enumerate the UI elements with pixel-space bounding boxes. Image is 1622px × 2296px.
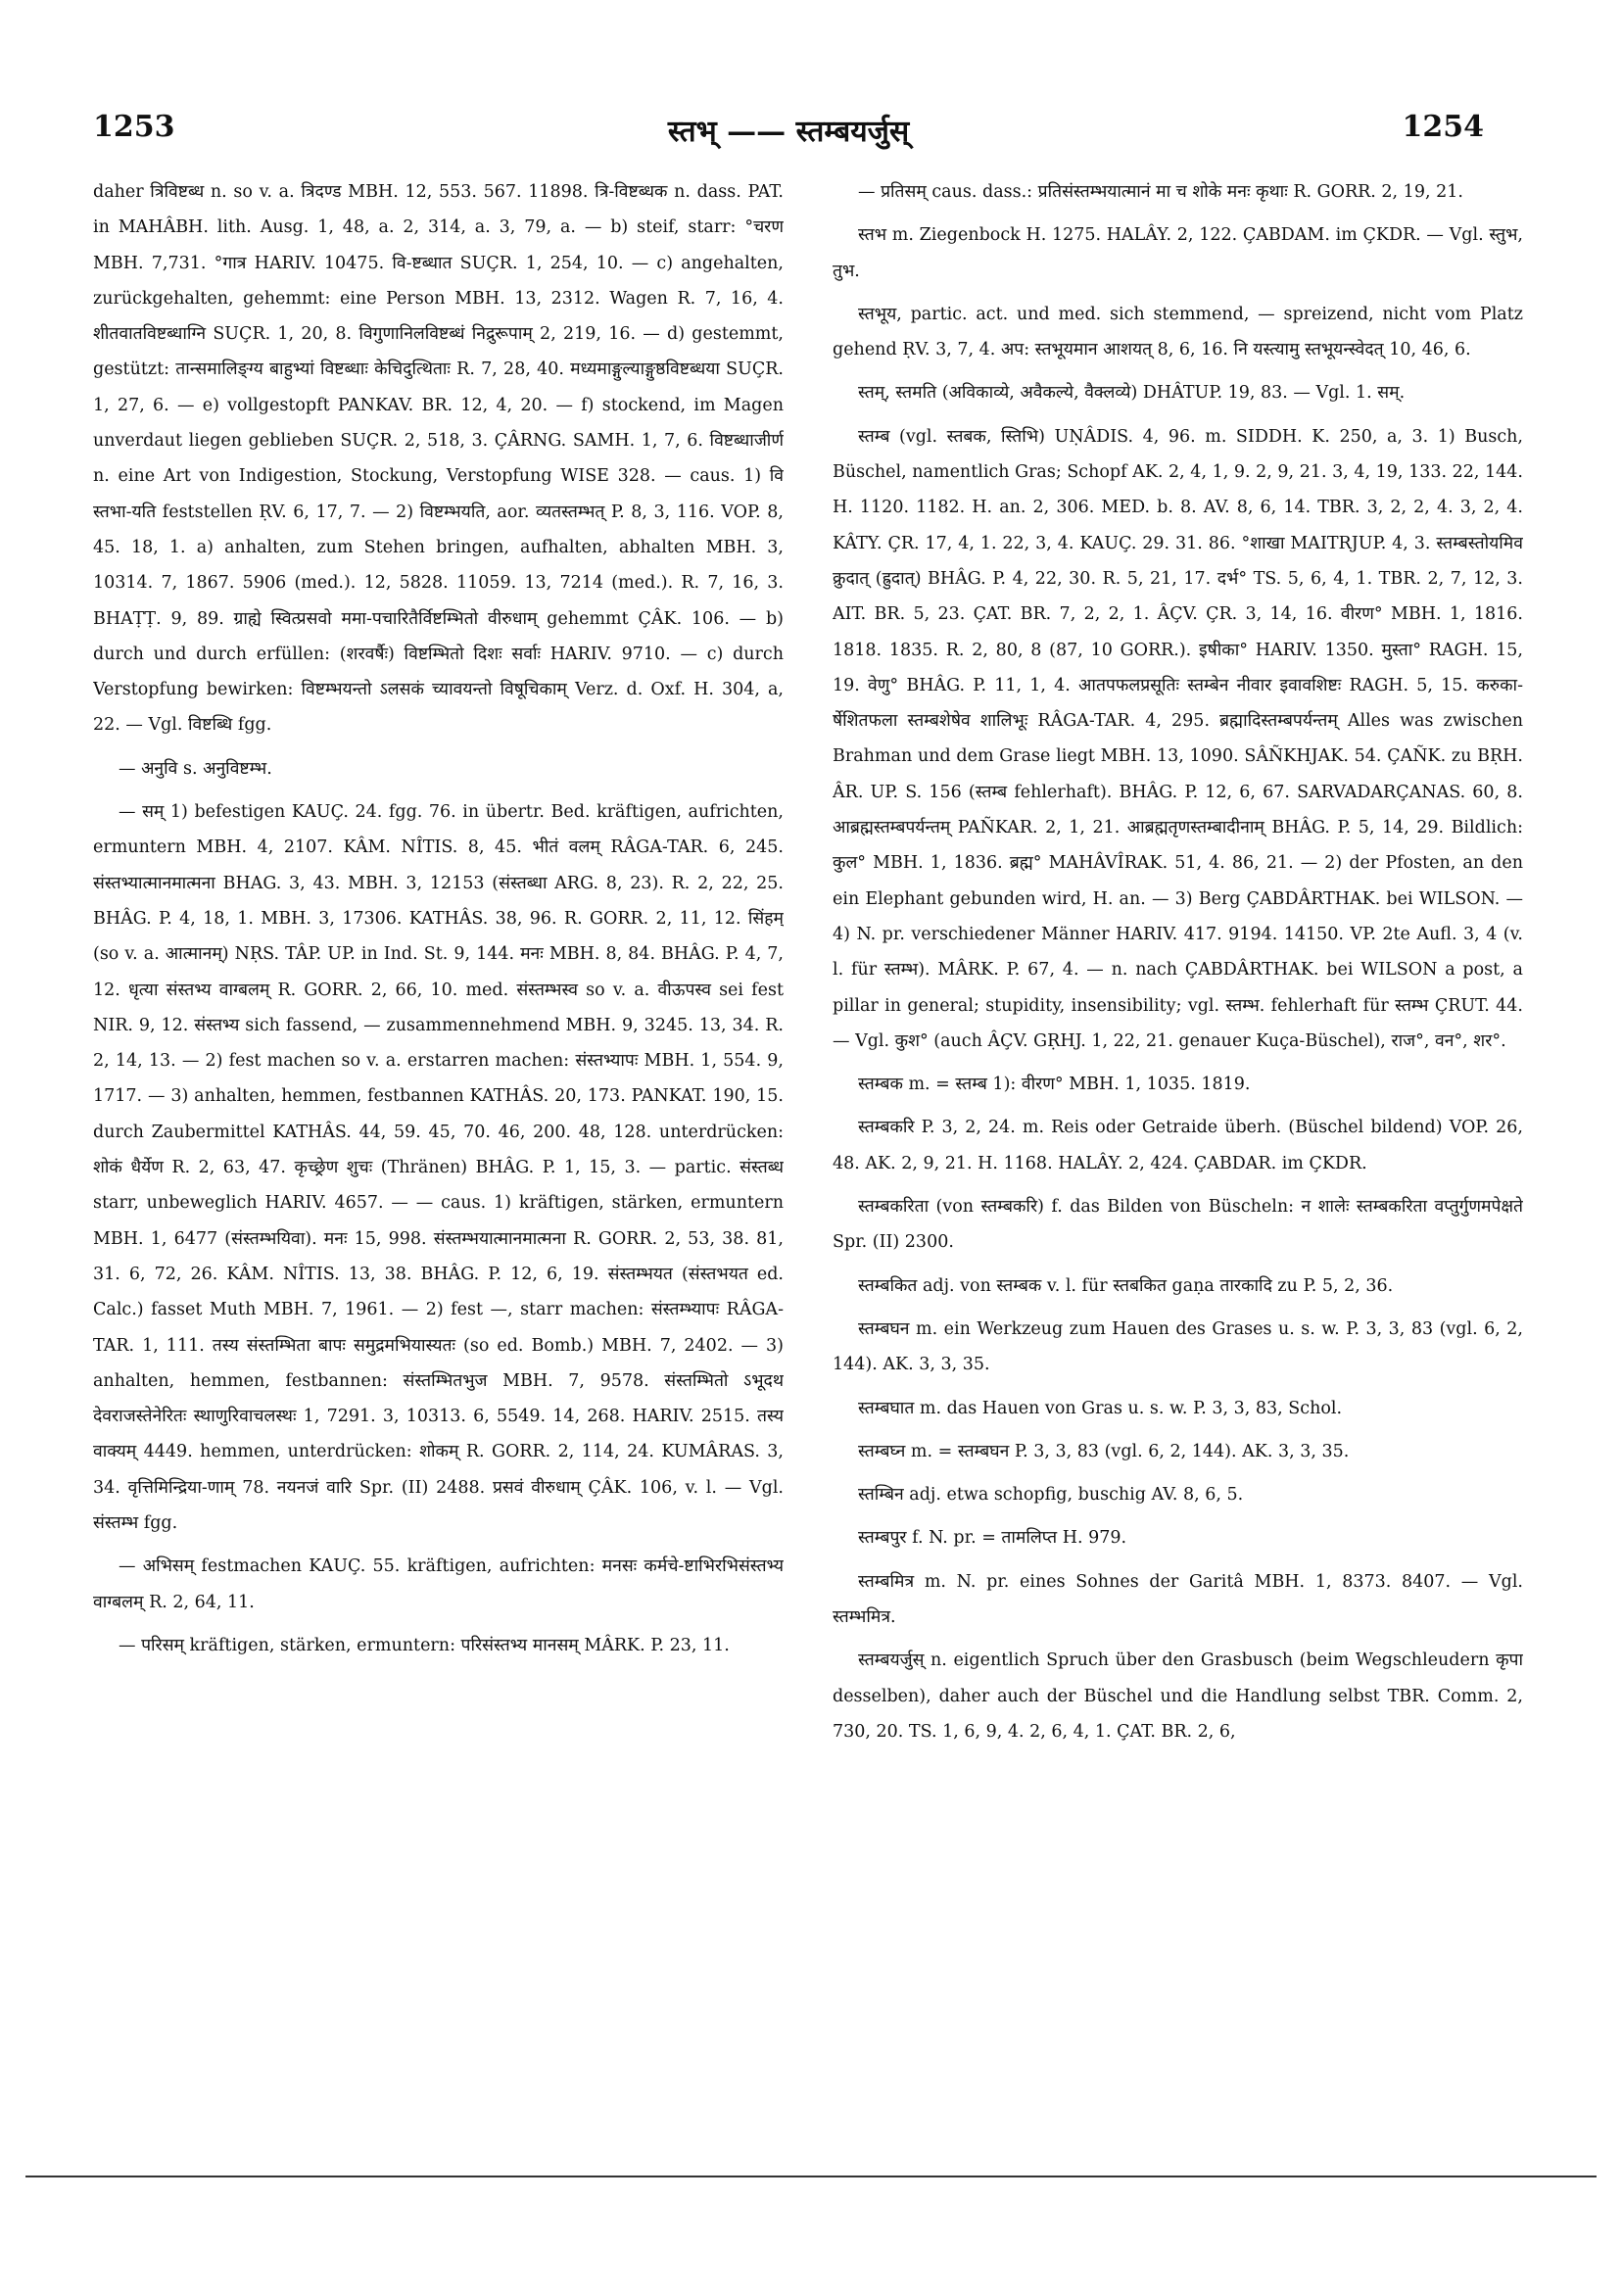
entry-paragraph: — अभिसम् festmachen KAUÇ. 55. kräftigen, aufrichten: मनसः कर्मचे-ष्टाभिरभिसंस्तभ्य वाग्बलम् R. 2, 64, 11. (93, 1556, 784, 1612)
entry-paragraph: स्तम्बघन m. ein Werkzeug zum Hauen des Grases u. s. w. P. 3, 3, 83 (vgl. 6, 2, 144). AK. 3, 3, 35. (833, 1318, 1523, 1375)
entry-paragraph: स्तम्बपुर f. N. pr. = तामलिप्त H. 979. (858, 1528, 1127, 1549)
page-header (93, 110, 1484, 159)
entry-paragraph: स्तम्बकरि P. 3, 2, 24. m. Reis oder Getraide überh. (Büschel bildend) VOP. 26, 48. AK. 2, 9, 21. H. 1168. HALÂY. 2, 424. ÇABDAR. im ÇKDR. (833, 1118, 1523, 1173)
entry-paragraph: स्तम्बकित adj. von स्तम्बक v. l. für स्तबकित gaṇa तारकादि zu P. 5, 2, 36. (858, 1275, 1394, 1296)
entry-paragraph: स्तम्ब (vgl. स्तबक, स्तिभि) UṆÂDIS. 4, 96. m. SIDDH. K. 250, a, 3. 1) Busch, Büschel, namentlich Gras; Schopf AK. 2, 4, 1, 9. 2, 9, 21. 3, 4, 19, 133. 22, 144. H. 1120. 1182. H. an. 2, 306. MED. b. 8. AV. 8, 6, 14. TBR. 3, 2, 2, 4. 3, 2, 4. KÂTY. ÇR. 17, 4, 1. 22, 3, 4. KAUÇ. 29. 31. 86. °शाखा MAITRJUP. 4, 3. स्तम्बस्तोयमिव क्रुदात् (ह्रुदात्) BHÂG. P. 4, 22, 30. R. 5, 21, 17. दर्भ° TS. 5, 6, 4, 1. TBR. 2, 7, 12, 3. AIT. BR. 5, 23. ÇAT. BR. 7, 2, 2, 1. ÂÇV. ÇR. 3, 14, 16. वीरण° MBH. 1, 1816. 1818. 1835. R. 2, 80, 8 (87, 10 GORR.). इषीका° HARIV. 1350. मुस्ता° RAGH. 15, 19. वेणु° BHÂG. P. 11, 1, 4. आतपफलप्रसूतिः स्तम्बेन नीवार इवावशिष्टः RAGH. 5, 15. करुका-र्षेशितफला स्तम्बशेषेव शालिभूः RÂGA-TAR. 4, 295. ब्रह्मादिस्तम्बपर्यन्तम् Alles was zwischen Brahman und dem Grase liegt MBH. 13, 1090. SÂÑKHJAK. 54. ÇAÑK. zu BṚH. ÂR. UP. S. 156 (स्तम्ब fehlerhaft). BHÂG. P. 12, 6, 67. SARVADARÇANAS. 60, 8. आब्रह्मस्तम्बपर्यन्तम् PAÑKAR. 2, 1, 21. आब्रह्मतृणस्तम्बादीनाम् BHÂG. P. 5, 14, 29. Bildlich: कुल° MBH. 1, 1836. ब्रह्म° MAHÂVÎRAK. 51, 4. 86, 21. — 2) der Pfosten, an den ein Elephant gebunden wird, H. an. — 3) Berg ÇABDÂRTHAK. bei WILSON. — 4) N. pr. verschiedener Männer HARIV. 417. 9194. 14150. VP. 2te Aufl. 3, 4 (v. l. für स्तम्भ). MÂRK. P. 67, 4. — n. nach ÇABDÂRTHAK. bei WILSON a post, a pillar in general; stupidity, insensibility; vgl. स्तम्भ. fehlerhaft für स्तम्भ ÇRUT. 44. — Vgl. कुश° (auch ÂÇV. GṚHJ. 1, 22, 21. genauer Kuça-Büschel), राज°, वन°, शर°. (833, 426, 1523, 1051)
left-column (93, 174, 784, 2129)
entry-paragraph: — प्रतिसम् caus. dass.: प्रतिसंस्तम्भयात्मानं मा च शोके मनः कृथाः R. GORR. 2, 19, 21. (858, 182, 1463, 202)
entry-paragraph: स्तभूय, partic. act. und med. sich stemmend, — spreizend, nicht vom Platz gehend ṚV. 3, 7, 4. अप: स्तभूयमान आशयत् 8, 6, 16. नि यस्त्यामु स्तभूयन्स्वेदत् 10, 46, 6. (833, 304, 1523, 360)
entry-paragraph: स्तम्बयर्जुस् n. eigentlich Spruch über den Grasbusch (beim Wegschleudern कृपा desselben), daher auch der Büschel und die Handlung selbst TBR. Comm. 2, 730, 20. TS. 1, 6, 9, 4. 2, 6, 4, 1. ÇAT. BR. 2, 6, (833, 1650, 1523, 1742)
entry-paragraph: स्तम्बघ्न m. = स्तम्बघन P. 3, 3, 83 (vgl. 6, 2, 144). AK. 3, 3, 35. (858, 1441, 1350, 1461)
right-column (833, 174, 1523, 2129)
running-headword-range: स्तभ् —— स्तम्बयर्जुस् (667, 115, 910, 149)
page-number-right: 1254 (1402, 110, 1484, 144)
entry-paragraph: — परिसम् kräftigen, stärken, ermuntern: परिसंस्तभ्य मानसम् MÂRK. P. 23, 11. (119, 1635, 730, 1655)
entry-paragraph: — सम् 1) befestigen KAUÇ. 24. fgg. 76. in übertr. Bed. kräftigen, aufrichten, ermuntern MBH. 4, 2107. KÂM. NÎTIS. 8, 45. भीतं वलम् RÂGA-TAR. 6, 245. संस्तभ्यात्मानमात्मना BHAG. 3, 43. MBH. 3, 12153 (संस्तब्धा ARG. 8, 23). R. 2, 22, 25. BHÂG. P. 4, 18, 1. MBH. 3, 17306. KATHÂS. 38, 96. R. GORR. 2, 11, 12. सिंहम् (so v. a. आत्मानम्) NṚS. TÂP. UP. in Ind. St. 9, 144. मनः MBH. 8, 84. BHÂG. P. 4, 7, 12. धृत्या संस्तभ्य वाग्बलम् R. GORR. 2, 66, 10. med. संस्तम्भस्व so v. a. वीऊपस्व sei fest NIR. 9, 12. संस्तभ्य sich fassend, — zusammennehmend MBH. 9, 3245. 13, 34. R. 2, 14, 13. — 2) fest machen so v. a. erstarren machen: संस्तभ्यापः MBH. 1, 554. 9, 1717. — 3) anhalten, hemmen, festbannen KATHÂS. 20, 173. PANKAT. 190, 15. durch Zaubermittel KATHÂS. 44, 59. 45, 70. 46, 200. 48, 128. unterdrücken: शोकं धैर्येण R. 2, 63, 47. कृच्छ्रेण शुचः (Thränen) BHÂG. P. 1, 15, 3. — partic. संस्तब्ध starr, unbeweglich HARIV. 4657. — — caus. 1) kräftigen, stärken, ermuntern MBH. 1, 6477 (संस्तम्भयिवा). मनः 15, 998. संस्तम्भयात्मानमात्मना R. GORR. 2, 53, 38. 81, 31. 6, 72, 26. KÂM. NÎTIS. 13, 38. BHÂG. P. 12, 6, 19. संस्तम्भयत (संस्तभयत ed. Calc.) fasset Muth MBH. 7, 1961. — 2) fest —, starr machen: संस्तम्भ्यापः RÂGA-TAR. 1, 111. तस्य संस्तम्भिता बापः समुद्रमभियास्यतः (so ed. Bomb.) MBH. 7, 2402. — 3) anhalten, hemmen, festbannen: संस्तम्भितभुज MBH. 7, 9578. संस्तम्भितो ऽभूदथ देवराजस्तेनेरितः स्थाणुरिवाचलस्थः 1, 7291. 3, 10313. 6, 5549. 14, 268. HARIV. 2515. तस्य वाक्यम् 4449. hemmen, unterdrücken: शोकम् R. GORR. 2, 114, 24. KUMÂRAS. 3, 34. वृत्तिमिन्द्रिया-णाम् 78. नयनजं वारि Spr. (II) 2488. प्रसवं वीरुधाम् ÇÂK. 106, v. l. — Vgl. संस्तम्भ fgg. (93, 802, 784, 1533)
entry-paragraph: — अनुवि s. अनुविष्टम्भ. (119, 758, 272, 779)
footer-rule (25, 2176, 1597, 2177)
entry-paragraph: daher त्रिविष्टब्ध n. so v. a. त्रिदण्ड MBH. 12, 553. 567. 11898. त्रि-विष्टब्धक n. dass. PAT. in MAHÂBH. lith. Ausg. 1, 48, a. 2, 314, a. 3, 79, a. — b) steif, starr: °चरण MBH. 7,731. °गात्र HARIV. 10475. वि-ष्टब्धात SUÇR. 1, 254, 10. — c) angehalten, zurückgehalten, gehemmt: eine Person MBH. 13, 2312. Wagen R. 7, 16, 4. शीतवातविष्टब्धाग्नि SUÇR. 1, 20, 8. विगुणानिलविष्टब्धं निद्रुरूपाम् 2, 219, 16. — d) gestemmt, gestützt: तान्समालिङ्ग्य बाहुभ्यां विष्टब्धाः केचिदुत्थिताः R. 7, 28, 40. मध्यमाङ्गुल्याङ्गुष्ठविष्टब्धया SUÇR. 1, 27, 6. — e) vollgestopft PANKAV. BR. 12, 4, 20. — f) stockend, im Magen unverdaut liegen geblieben SUÇR. 2, 518, 3. ÇÂRNG. SAMH. 1, 7, 6. विष्टब्धाजीर्ण n. eine Art von Indigestion, Stockung, Verstopfung WISE 328. — caus. 1) वि स्तभा-यति feststellen ṚV. 6, 17, 7. — 2) विष्टम्भयति, aor. व्यतस्तम्भत् P. 8, 3, 116. VOP. 8, 45. 18, 1. a) anhalten, zum Stehen bringen, aufhalten, abhalten MBH. 3, 10314. 7, 1867. 5906 (med.). 12, 5828. 11059. 13, 7214 (med.). R. 7, 16, 3. BHAṬṬ. 9, 89. ग्राह्ये स्वित्प्रसवो ममा-पचारितैर्विष्टम्भितो वीरुधाम् gehemmt ÇÂK. 106. — b) durch und durch erfüllen: (शरवर्षैः) विष्टम्भितो दिशः सर्वाः HARIV. 9710. — c) durch Verstopfung bewirken: विष्टम्भयन्तो ऽलसकं च्यावयन्तो विषूचिकाम् Verz. d. Oxf. H. 304, a, 22. — Vgl. विष्टब्धि fgg. (93, 182, 784, 736)
entry-paragraph: स्तभ m. Ziegenbock H. 1275. HALÂY. 2, 122. ÇABDAM. im ÇKDR. — Vgl. स्तुभ, तुभ. (833, 225, 1523, 281)
entry-paragraph: स्तम्बक m. = स्तम्ब 1): वीरण° MBH. 1, 1035. 1819. (858, 1075, 1251, 1095)
entry-paragraph: स्तम्बमित्र m. N. pr. eines Sohnes der Garitâ MBH. 1, 8373. 8407. — Vgl. स्तम्भमित्र. (833, 1571, 1523, 1627)
entry-paragraph: स्तम्बकरिता (von स्तम्बकरि) f. das Bilden von Büscheln: न शालेः स्तम्बकरिता वप्तुर्गुणमपेक्षते Spr. (II) 2300. (833, 1197, 1523, 1253)
entry-paragraph: स्तम्बिन adj. etwa schopfig, buschig AV. 8, 6, 5. (858, 1485, 1244, 1506)
entry-paragraph: स्तम्, स्तमति (अविकाव्ये, अवैकल्ये, वैक्लव्ये) DHÂTUP. 19, 83. — Vgl. 1. सम्. (858, 383, 1406, 404)
entry-paragraph: स्तम्बघात m. das Hauen von Gras u. s. w. P. 3, 3, 83, Schol. (858, 1398, 1343, 1418)
page-number-left: 1253 (93, 110, 175, 144)
